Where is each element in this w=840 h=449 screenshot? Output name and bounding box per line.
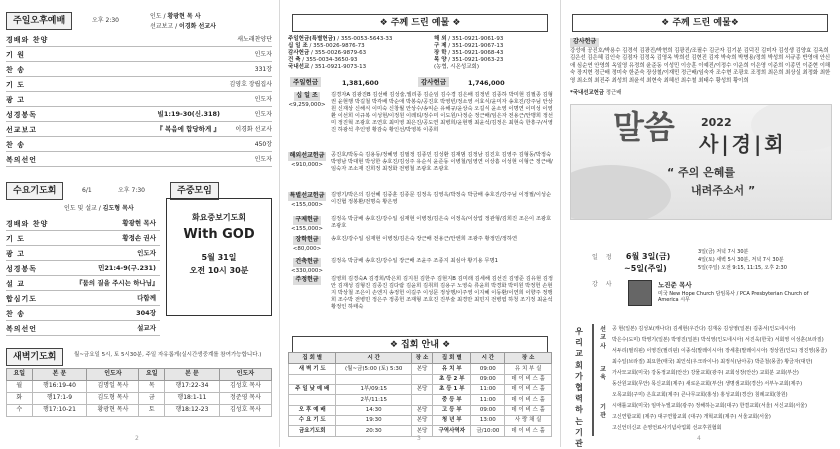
wed-order-label: 찬 송 bbox=[6, 309, 25, 318]
account-list-right bbox=[434, 36, 554, 71]
meet-cell: 09:00 bbox=[471, 364, 505, 374]
dawn-cell: 행17:1-9 bbox=[32, 392, 87, 404]
report-name: 이경화 선교사 bbox=[179, 23, 216, 30]
date-key: 일 정 bbox=[592, 254, 615, 261]
partner-line: 가사모교회(미국) 강동정교회(안산) 강물교회(광주) 교회성장(안산) 교회분 교회(부산) bbox=[612, 370, 799, 376]
dawn-cell: 행18:1-11 bbox=[165, 392, 220, 404]
meet-col-header: 시 간 bbox=[336, 353, 411, 364]
partner-line: 고신연합교회 (제주) 대구연합교회 (대구) 개혁교회(제주) 서울교회(서울) bbox=[612, 414, 771, 420]
dawn-schedule-table bbox=[6, 368, 272, 417]
table-row bbox=[7, 380, 272, 392]
account-number: 351-0921-9061-93 bbox=[451, 36, 504, 42]
date-detail-1: 3일(금) 저녁 7시 30분 bbox=[698, 249, 749, 255]
wed-order-label: 성경봉독 bbox=[6, 264, 38, 273]
offering-amount: <330,000> bbox=[291, 267, 323, 274]
meet-cell: 금요기도회 bbox=[289, 426, 336, 436]
thanks-title: 감사헌금 bbox=[570, 38, 599, 47]
wed-order-content: 304장 bbox=[136, 309, 156, 318]
order-row bbox=[6, 154, 272, 167]
order-content: 빌1:19-30(신.318) bbox=[157, 110, 220, 119]
wed-lead bbox=[64, 206, 134, 213]
dawn-col-header: 본 문 bbox=[165, 369, 220, 381]
account-label: 구 제 bbox=[434, 43, 447, 50]
meet-cell: 중 등 부 bbox=[433, 395, 471, 405]
order-row bbox=[6, 34, 272, 47]
partner-line: 동산원교회(무안) 목신교회(제주) 새로운교회(부산) 생명샘교회(경산) 서부누교회(제주) bbox=[612, 381, 803, 387]
sunday-pm-time: 오후 2:30 bbox=[92, 17, 119, 24]
thanks-offering-name: 감사헌금 bbox=[418, 77, 449, 87]
thanks-offering-value: 1,746,000 bbox=[468, 79, 505, 87]
revival-date-end bbox=[624, 264, 667, 274]
account-number: 355-0034-3650-93 bbox=[305, 57, 358, 64]
offering-tag bbox=[286, 236, 328, 252]
meet-cell: 초 등 1 부 bbox=[433, 384, 471, 394]
account-sep: / bbox=[446, 36, 452, 42]
dawn-cell: 월 bbox=[7, 380, 33, 392]
meet-cell bbox=[289, 374, 336, 384]
dawn-cell: 화 bbox=[7, 392, 33, 404]
offering-type: 특별선교헌금 bbox=[289, 192, 325, 199]
speaker-key bbox=[592, 282, 624, 289]
partner-line: 공 현(일본) 김성보(캐나다) 김세현(우간다) 김재웅 김성영(일본) 김종서(인도네시아) bbox=[612, 326, 796, 332]
offering-tag bbox=[286, 276, 328, 286]
order-label: 기 원 bbox=[6, 50, 25, 59]
meeting-time: 오전 10시 30분 bbox=[189, 266, 249, 276]
wed-lead-name: 김도형 목사 bbox=[102, 205, 134, 212]
wed-order-content: 황정손 권사 bbox=[122, 234, 156, 243]
wed-order-label: 기 도 bbox=[6, 234, 25, 243]
wed-order-content: 설교자 bbox=[137, 324, 156, 333]
wed-order-row bbox=[6, 293, 160, 306]
order-row bbox=[6, 109, 272, 122]
meeting-theme: With GOD bbox=[183, 227, 255, 243]
wed-order-content: 『뭄의 질을 주시는 하나님』 bbox=[76, 279, 159, 288]
wed-order-label: 합심기도 bbox=[6, 294, 38, 303]
weekly-meeting-title: 주중모임 bbox=[170, 182, 219, 200]
meetings-table-header bbox=[289, 353, 552, 364]
account-number: 351-0921-9068-43 bbox=[451, 50, 504, 57]
order-label: 찬 송 bbox=[6, 140, 25, 149]
offering-donors: 김영희 김경숙A 김경희/박은희 김지원 김한주 김현지B 김미래 김세해 김선진 김영준 김유현 김정안 김재성 김형진 김종진 김다람 김윤희 김취희 김용구 노영숙 류윤희 박경화 박미원 박정헌 손현지 박상철 조은이 손엔지 송정헌 이길주 이성문 정상행/이주영 이지혜 이동환/이연희 이향주 정맹희 조수박 전병민 정은주 정종헌 조재형 조호진 진부술 최경만 최민지 전병엽 하청 조기정 최윤석 황정인 하태숙 bbox=[331, 276, 554, 310]
offering-row bbox=[286, 236, 554, 252]
account-list-left bbox=[288, 36, 438, 71]
account-sep: / bbox=[446, 50, 452, 57]
wed-order-row bbox=[6, 233, 160, 246]
offering-amount: <9,259,000> bbox=[288, 101, 326, 108]
wed-order-content: 인도자 bbox=[137, 249, 156, 258]
offerings-banner-2: ❖ 주께 드린 예물❖ bbox=[572, 14, 828, 32]
meeting-name: 화요중보기도회 bbox=[191, 213, 247, 222]
dawn-cell: 목 bbox=[139, 380, 165, 392]
bulletin-page-revival bbox=[562, 0, 840, 447]
account-sep: / bbox=[307, 43, 314, 50]
order-row bbox=[6, 49, 272, 62]
table-row bbox=[289, 395, 552, 405]
domestic-mission bbox=[570, 90, 832, 97]
dawn-cell: 토 bbox=[139, 404, 165, 416]
lead-label: 인도 / bbox=[150, 13, 166, 20]
partner-line: 고신언더신교 손영언료사기념사업회 선교후원협회 bbox=[612, 425, 722, 431]
account-sep: / bbox=[309, 50, 315, 57]
meet-cell: 데 이 비 스 홀 bbox=[505, 395, 552, 405]
offering-donors: 김영기/박은의 김선혜 김중훈 김종문 김정옥 김영옥/박정숙 박금배 송호진/강주님 이정필/이성순 이진협 정봉환/전명숙 황은영 bbox=[331, 192, 552, 205]
account-label: 장 학 bbox=[434, 50, 447, 57]
offering-type: 해외선교헌금 bbox=[289, 152, 325, 159]
meet-col-header: 집 회 별 bbox=[289, 353, 336, 364]
offering-donors: 송호진/강수일 심재현 이병정/김은숙 장근배 전용근/안엔희 조광주 황정민/정하연 bbox=[331, 236, 518, 242]
account-number: 351-0921-9067-13 bbox=[451, 43, 504, 50]
meet-cell: 11:00 bbox=[471, 384, 505, 394]
meet-cell: 09:00 bbox=[471, 405, 505, 415]
wed-order-row bbox=[6, 263, 160, 276]
weekly-meeting-box bbox=[166, 198, 272, 316]
order-label: 선교보고 bbox=[6, 125, 38, 134]
order-row bbox=[6, 64, 272, 77]
account-number: 355-0053-5643-33 bbox=[340, 36, 393, 42]
partners-title: 우리교회가협력하는기관 bbox=[575, 327, 583, 448]
meet-cell: 본당 bbox=[411, 405, 432, 415]
offering-type: 십 일 조 bbox=[296, 92, 318, 99]
account-sep: / bbox=[446, 43, 452, 50]
dawn-col-header: 인도자 bbox=[87, 369, 139, 381]
order-leader: 인도자 bbox=[254, 95, 272, 103]
meet-cell: 사 랑 채 실 bbox=[505, 415, 552, 425]
page-number: 3 bbox=[417, 435, 421, 442]
wed-time: 오후 7:30 bbox=[118, 187, 145, 194]
dawn-col-header: 요일 bbox=[7, 369, 33, 381]
order-row bbox=[6, 79, 272, 92]
partners-rule bbox=[592, 324, 594, 436]
account-label: 해 외 bbox=[434, 36, 447, 42]
sunday-pm-title: 주일오후예배 bbox=[6, 12, 72, 30]
table-row bbox=[289, 415, 552, 425]
wed-order-row bbox=[6, 218, 160, 231]
order-content: 『 복음에 합당하게 』 bbox=[156, 125, 220, 134]
meet-col-header: 집 회 별 bbox=[433, 353, 471, 364]
meet-cell: 13:00 bbox=[471, 415, 505, 425]
order-label: 기 도 bbox=[6, 80, 25, 89]
speaker-photo bbox=[628, 280, 652, 306]
dawn-col-header: 요일 bbox=[139, 369, 165, 381]
wed-lead-label: 인도 및 설교 / bbox=[64, 205, 101, 212]
order-leader: 이경화 선교사 bbox=[235, 125, 272, 133]
order-row bbox=[6, 124, 272, 137]
offering-row bbox=[286, 92, 554, 134]
order-label: 경배와 찬양 bbox=[6, 35, 49, 44]
meet-cell: 데 이 비 스 홀 bbox=[505, 426, 552, 436]
meet-cell: 유 치 부 실 bbox=[505, 364, 552, 374]
wed-order-label: 복의선언 bbox=[6, 324, 38, 333]
order-label: 성경봉독 bbox=[6, 110, 38, 119]
account-number: 355-0026-9876-73 bbox=[313, 43, 365, 50]
dawn-table-header bbox=[7, 369, 272, 381]
meet-cell: 데 이 비 스 홀 bbox=[505, 405, 552, 415]
offering-amount: <155,000> bbox=[291, 201, 323, 208]
partners-missionary-label: 선교사 bbox=[600, 326, 606, 350]
dawn-cell: 수 bbox=[7, 404, 33, 416]
partner-line: 오목교회(구미) 은효교회(제주) 큰나무교회(홍성) 홍성교회(경산) 침례교회(창원) bbox=[612, 392, 788, 398]
account-line bbox=[434, 64, 554, 71]
page-divider-1 bbox=[279, 0, 280, 447]
offering-tag bbox=[286, 258, 328, 274]
poster-title-word: 말씀 bbox=[613, 108, 675, 146]
meet-cell bbox=[336, 374, 411, 384]
dawn-cell: 김성호 목사 bbox=[219, 404, 271, 416]
meet-cell: 2부/11:15 bbox=[336, 395, 411, 405]
meet-cell bbox=[411, 374, 432, 384]
sunday-offering-name: 주일헌금 bbox=[290, 77, 321, 87]
offering-type: 건축헌금 bbox=[295, 258, 319, 265]
dawn-cell: 김도형 목사 bbox=[87, 392, 139, 404]
meet-cell: 청 년 부 bbox=[433, 415, 471, 425]
meet-cell: 새 벽 기 도 bbox=[289, 364, 336, 374]
poster-subtitle: 사|경|회 bbox=[699, 132, 787, 156]
offering-amount: <155,000> bbox=[291, 225, 323, 232]
meet-cell: 고 등 부 bbox=[433, 405, 471, 415]
table-row bbox=[289, 405, 552, 415]
meet-cell bbox=[411, 395, 432, 405]
poster-year: 2022 bbox=[701, 116, 732, 129]
offering-donors: 김정옥 박금배 송호진/강수일 장근배 조윤주 조종지 최심아 황기용 무명1 bbox=[331, 258, 499, 264]
speaker-name: 노진준 목사 bbox=[658, 281, 692, 289]
meet-cell: 구역사역자 bbox=[433, 426, 471, 436]
table-row bbox=[289, 384, 552, 394]
poster-quote-2: 내려주소서 ” bbox=[691, 184, 756, 197]
wed-order-row bbox=[6, 248, 160, 261]
dawn-prayer-title: 새벽기도회 bbox=[6, 348, 63, 366]
thanks-offering-label bbox=[418, 79, 449, 86]
partners-education-label: 교육 bbox=[600, 366, 606, 382]
sunday-offering-value: 1,381,600 bbox=[342, 79, 379, 87]
meet-cell: 1부/09:15 bbox=[336, 384, 411, 394]
meeting-date: 5월 31일 bbox=[201, 253, 237, 263]
partner-line: 최수일(브라질) 최요한(태국) 최인석(우크라이나) 최정식(남아공) 박준철(몽골) 황금자(대만) bbox=[612, 359, 813, 365]
date-detail-2: 4일(토) 새벽 5시 30분, 저녁 7시 30분 bbox=[698, 257, 784, 263]
dawn-col-header: 본 문 bbox=[32, 369, 87, 381]
wed-order-label: 설 교 bbox=[6, 279, 25, 288]
order-row bbox=[6, 94, 272, 107]
offering-donors: 김정옥 박금배 송호진/강수일 심재현 이병정/김은숙 이정옥/이상업 정관형/김희진 조은이 조광호 조광호 bbox=[331, 216, 552, 229]
order-leader: 인도자 bbox=[254, 110, 272, 118]
dawn-cell: 김성호 목사 bbox=[219, 380, 271, 392]
offering-tag bbox=[286, 192, 328, 208]
account-number: 351-0921-9073-13 bbox=[314, 64, 367, 71]
meet-cell: 본당 bbox=[411, 415, 432, 425]
partner-line: 박은수(도미) 박영기(일본) 박영진(일본) 박석영(인도네시아) 서진욱(한국) 서회영 이성훈(브라질) bbox=[612, 337, 824, 343]
table-row bbox=[7, 392, 272, 404]
account-line bbox=[288, 43, 438, 50]
bulletin-page-worship bbox=[0, 0, 278, 447]
report-label: 선교보고 / bbox=[150, 23, 178, 30]
wed-date: 6/1 bbox=[82, 187, 92, 194]
meet-cell: 수 요 기 도 bbox=[289, 415, 336, 425]
wed-order-content: 황광현 목사 bbox=[122, 219, 156, 228]
offering-type: 주정헌금 bbox=[295, 276, 319, 283]
offering-type: 장학헌금 bbox=[295, 236, 319, 243]
order-label: 복의선언 bbox=[6, 155, 38, 164]
page-number: 2 bbox=[135, 435, 139, 442]
domestic-names: 정근배 bbox=[605, 90, 622, 96]
bulletin-page-offerings bbox=[282, 0, 558, 447]
account-sep: / bbox=[309, 64, 315, 71]
meet-cell bbox=[289, 395, 336, 405]
sunday-offering-label bbox=[290, 79, 321, 86]
dawn-cell: 황광현 목사 bbox=[87, 404, 139, 416]
table-row bbox=[7, 404, 272, 416]
meet-cell: 본당 bbox=[411, 426, 432, 436]
dawn-cell: 행17:10-21 bbox=[32, 404, 87, 416]
order-leader: 331장 bbox=[254, 65, 272, 73]
account-line bbox=[434, 36, 554, 43]
meetings-table bbox=[288, 352, 552, 437]
order-leader: 인도자 bbox=[254, 50, 272, 58]
meet-cell: 초 등 2 부 bbox=[433, 374, 471, 384]
meet-col-header: 장 소 bbox=[411, 353, 432, 364]
meet-cell: 09:00 bbox=[471, 374, 505, 384]
speaker-detail: 미국 New Hope Church 담임목사 / PCA Presbyterian Church of America 시무 bbox=[658, 291, 809, 303]
wed-order-row bbox=[6, 308, 160, 321]
account-line bbox=[288, 64, 438, 71]
offering-row bbox=[286, 152, 554, 173]
poster-quote-1: “ 주의 은혜를 bbox=[667, 166, 736, 179]
revival-dates bbox=[592, 252, 670, 262]
date-end: ~5일(주일) bbox=[624, 264, 667, 273]
meet-cell: 유 치 부 bbox=[433, 364, 471, 374]
dawn-cell: 김명일 목사 bbox=[87, 380, 139, 392]
order-leader: 김영호 장립집사 bbox=[229, 80, 272, 88]
account-number: 351-0921-9063-23 bbox=[451, 57, 504, 64]
dawn-cell: 행17:22-34 bbox=[165, 380, 220, 392]
page-divider-2 bbox=[560, 0, 561, 447]
account-label: 주일헌금(특별헌금) bbox=[288, 36, 336, 42]
account-sep: / bbox=[335, 36, 341, 42]
meet-cell: 19:30 bbox=[336, 415, 411, 425]
sunday-pm-lead bbox=[150, 14, 201, 21]
account-number: (농협, 시온성교회) bbox=[434, 64, 479, 71]
table-row bbox=[289, 374, 552, 384]
meet-cell: 본당 bbox=[411, 384, 432, 394]
order-leader: 새노래찬양단 bbox=[237, 35, 272, 43]
domestic-label: *국내선교헌금 bbox=[570, 90, 605, 96]
dawn-desc: 월~금요일 5시, 토 5시30분, 주일 자유롭게(실시간생중계를 참여가능합니다.) bbox=[74, 352, 262, 358]
dawn-cell: 정준영 목사 bbox=[219, 392, 271, 404]
account-sep: / bbox=[300, 57, 306, 64]
date-detail-3: 5일(주일) 오전 9:15, 11:15, 오후 2:30 bbox=[698, 265, 787, 271]
account-label: 건 축 bbox=[288, 57, 301, 64]
offering-amount: <910,000> bbox=[291, 161, 323, 168]
meet-col-header: 장 소 bbox=[505, 353, 552, 364]
meet-cell: 금/10:00 bbox=[471, 426, 505, 436]
meet-cell: 본당 bbox=[411, 364, 432, 374]
meet-cell: 주 일 낮 예 배 bbox=[289, 384, 336, 394]
dawn-cell: 금 bbox=[139, 392, 165, 404]
account-label: 십 일 조 bbox=[288, 43, 308, 50]
dawn-cell: 행18:12-23 bbox=[165, 404, 220, 416]
order-leader: 450장 bbox=[254, 140, 272, 148]
offering-donors: 김경자A 김광진B 김선해 김성술,엘리종 김순임 김수경 김은배 김정빈 김종하 박미현 김필종 김형권 윤현행 박길철 박각배 박순애 박봉숙/공진호 박영빈/정소영 서효식/윤미자 송호진/강주님 안상원 신재상 신해식 이미숙 신창월 안상수/송익순 유해규/윤상숙 오길식 윤소영 이명연 이미성 이영환 이선희 이규복 이성현/이정원 이레티/정수미 이도원/나정순 정근배/임은자 전용근/안맹희 정선미 정진혁 조광호 조연호 최미영 최은진/공도연 최병희/윤현행 최윤석/김정은 최현숙 한흥구/서영진 하광석 추인영 황감숙 황인선/박영복 이종희 bbox=[331, 92, 553, 133]
offering-amount: <80,000> bbox=[292, 245, 322, 252]
order-row bbox=[6, 139, 272, 152]
revival-poster bbox=[570, 104, 832, 220]
thanks-names: 강성애 공진호/박용수 김경석 김광진/박현희 김광진/조필수 김군자 김기분 김덕진 김미자 김성생 김양효 김옥희 김은선 김은혜 김인숙 김점자 김정옥 김영옥 박희선 김현진 김쟈 박숙희 박병용/정희 박성희 서규종 반영애 안신애 심순연 안영희 옥일영 유정희 윤준동 이성민 이승훈 이예진/이정수 이운희 이은영 이준희 이종민 이준현 이해숙 장지현 정근배 정미숙 한준숙 장상철/이재민 정근배/임숙자 조수현 조광호 조정희 최은희 최상실 최정화 최한영 최소희 최진주 최성희 최윤석 최현숙 최혜선 최수철 최태수 황성희 황이희 bbox=[570, 48, 831, 84]
offering-type: 구제헌금 bbox=[295, 216, 319, 223]
speaker-label: 강 사 bbox=[592, 281, 615, 288]
dawn-cell: 행16:19-40 bbox=[32, 380, 87, 392]
meetings-banner: ❖ 집회 안내 ❖ bbox=[292, 336, 548, 354]
meet-cell: 데 이 비 스 홀 bbox=[505, 374, 552, 384]
meet-cell: 데 이 비 스 홀 bbox=[505, 384, 552, 394]
meet-cell: 오 후 예 배 bbox=[289, 405, 336, 415]
account-sep: / bbox=[446, 57, 452, 64]
wed-order-label: 광 고 bbox=[6, 249, 25, 258]
offering-tag bbox=[286, 152, 328, 168]
wed-order-row bbox=[6, 323, 160, 336]
offering-row bbox=[286, 258, 554, 274]
offering-row bbox=[286, 276, 554, 311]
meet-cell: (월~금)5:00 (토) 5:30 bbox=[336, 364, 411, 374]
meet-cell: 11:00 bbox=[471, 395, 505, 405]
partner-line: 시애틀교회(미국) 임마누엘교회(광주) 정해하는교회(대구) 한결교회(서울) 서신교회(서울) bbox=[612, 403, 807, 409]
account-line bbox=[434, 43, 554, 50]
account-label: 목 양 bbox=[434, 57, 447, 64]
offering-tag bbox=[286, 216, 328, 232]
order-leader: 인도자 bbox=[254, 155, 272, 163]
sunday-pm-report bbox=[150, 24, 216, 31]
offering-donors: 공진호/박동숙 김용동/정혜영 김필정 김종민 김성환 김재범 김정남 김진호 김영주 김형동/박정숙 박영남 박대현 박성한 송호진/김성주 유순식 윤준동 이병철/임영연 이상흠 이성현 이형근 정근배/임숙자 조소재 진희정 최정화 전병철 조광호 조광호 bbox=[331, 152, 553, 172]
meet-cell: 20:30 bbox=[336, 426, 411, 436]
account-label: 국내선교 bbox=[288, 64, 310, 71]
order-label: 찬 송 bbox=[6, 65, 25, 74]
offering-tag bbox=[286, 92, 328, 108]
meet-cell: 14:30 bbox=[336, 405, 411, 415]
wed-order-row bbox=[6, 278, 160, 291]
account-line bbox=[288, 36, 438, 43]
table-row bbox=[289, 364, 552, 374]
account-label: 감사헌금 bbox=[288, 50, 310, 57]
lead-name: 황광현 목 사 bbox=[167, 13, 201, 20]
page-number: 4 bbox=[697, 435, 701, 442]
wed-order-content: 다함께 bbox=[137, 294, 156, 303]
offerings-banner: ❖ 주께 드린 예물 ❖ bbox=[292, 14, 548, 32]
date-value: 6월 3일(금) bbox=[625, 252, 671, 261]
offering-row bbox=[286, 192, 554, 208]
wed-order-content: 민21:4-9(구.231) bbox=[98, 264, 156, 273]
partners-org-label: 기 관 bbox=[600, 404, 606, 420]
wed-order-label: 경배와 찬양 bbox=[6, 219, 49, 228]
partner-line: 서두리(필리핀) 이영진(필리핀) 이종석(말레이시아) 장세훈(말레이시아) 정상원(인도) 정진영(몽골) bbox=[612, 348, 827, 354]
offering-row bbox=[286, 216, 554, 232]
wed-prayer-title: 수요기도회 bbox=[6, 182, 63, 200]
meet-col-header: 시 간 bbox=[471, 353, 505, 364]
order-label: 광 고 bbox=[6, 95, 25, 104]
dawn-col-header: 인도자 bbox=[219, 369, 271, 381]
account-number: 355-0026-9879-63 bbox=[314, 50, 367, 57]
